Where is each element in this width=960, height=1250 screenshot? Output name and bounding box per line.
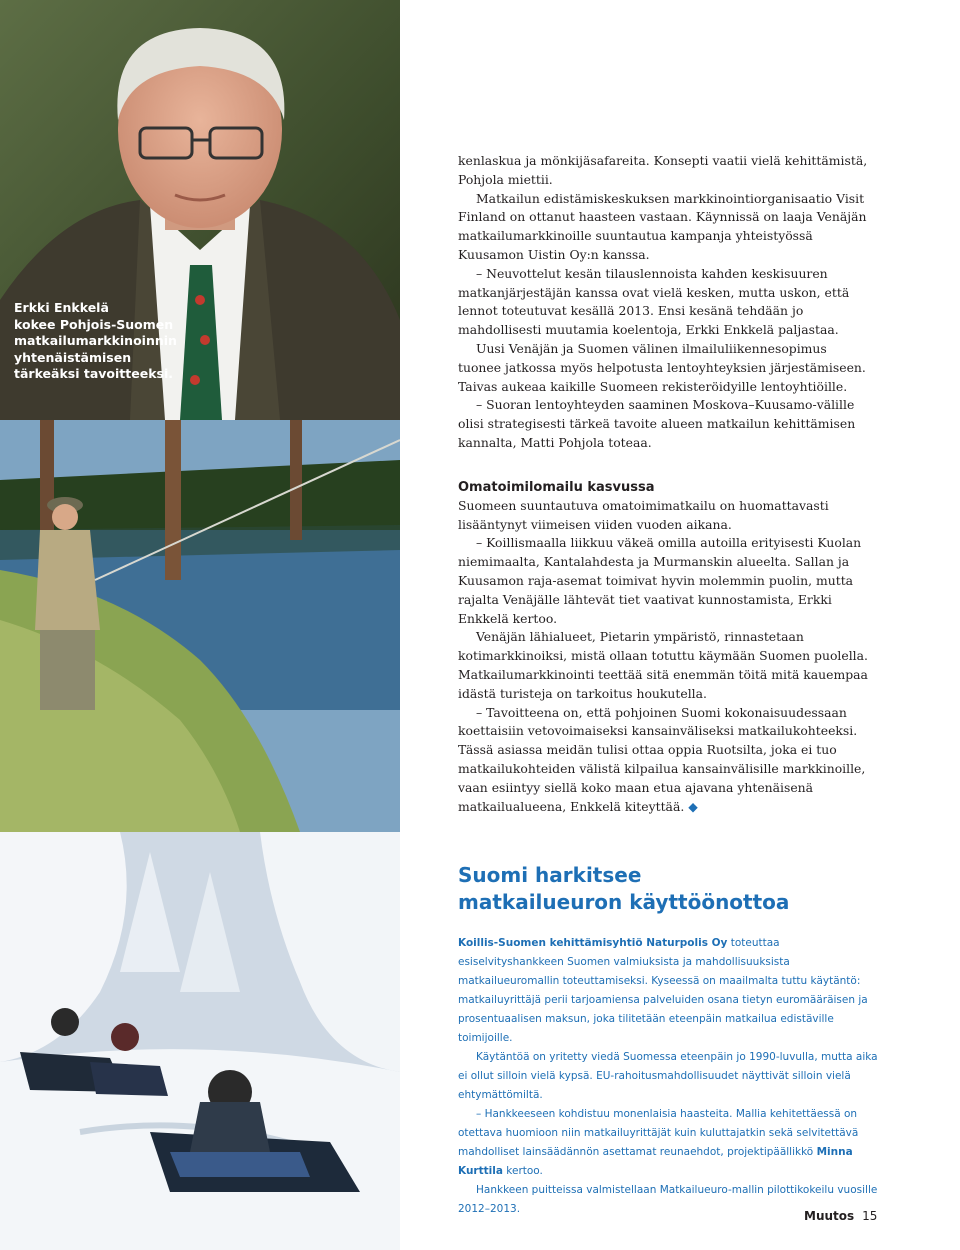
portrait-photo bbox=[0, 0, 400, 420]
person-name: Minna Kurttila bbox=[458, 1146, 853, 1177]
article-paragraph: – Suoran lentoyhteyden saaminen Moskova–Kuusamo-välille olisi strategisesti tärkeä tavoite alueen matkailun kehittämisen kannalta, Matti Pohjola toteaa. bbox=[458, 397, 856, 450]
article-subheading: Omatoimilomailu kasvussa bbox=[458, 479, 655, 495]
page-number: 15 bbox=[862, 1209, 878, 1223]
snowmobile-photo bbox=[0, 832, 400, 1250]
article-paragraph: – Neuvottelut kesän tilauslennoista kahden keskisuuren matkanjärjestäjän kanssa ovat vielä kesken, mutta uskon, että lennot toteutuvat kesällä 2013. Ensi kesänä tehdään jo mahdollisesti muutamia koelentoja, Erkki Enkkelä paljastaa. bbox=[458, 265, 850, 338]
article-paragraph: – Koillismaalla liikkuu väkeä omilla autoilla erityisesti Kuolan niemimaalta, Kantalahdesta ja Murmanskin alueelta. Sallan ja Kuusamon raja-asemat toimivat hyvin molemmin puolin, mutta rajalta Venäjälle lähtevät tiet vaativat kunnostamista, Erkki Enkkelä kertoo. bbox=[458, 535, 862, 626]
article-paragraph: Venäjän lähialueet, Pietarin ympäristö, rinnastetaan kotimarkkinoiksi, mistä ollaan totuttu käymään Suomen puolella. Matkailumarkkinointi teettää sitä enemmän töitä mitä kauempaa idästä turisteja on tarkoitus houkutella. bbox=[458, 629, 868, 701]
sidebar-paragraph bbox=[458, 1105, 878, 1181]
sidebar-paragraph bbox=[458, 934, 878, 1048]
sidebar-title bbox=[458, 862, 878, 916]
article-paragraph: Matkailun edistämiskeskuksen markkinointiorganisaatio Visit Finland on ottanut haasteen vastaan. Käynnissä on laaja Venäjän matkailumarkkinoille suuntautua kampanja yhteistyössä Kuusamon Uistin Oy:n kanssa. bbox=[458, 190, 867, 262]
sidebar-title-line: Suomi harkitsee bbox=[458, 863, 642, 887]
sidebar-title-line: matkailueuron käyttöönottoa bbox=[458, 890, 790, 914]
sidebar-paragraph: Hankkeen puitteissa valmistellaan Matkailueuro-mallin pilottikokeilu vuosille 2012–2013. bbox=[458, 1184, 878, 1215]
sidebar-box bbox=[458, 862, 878, 1219]
page-footer bbox=[804, 1209, 877, 1223]
article-paragraph-text: – Tavoitteena on, että pohjoinen Suomi kokonaisuudessaan koettaisiin vetovoimaiseksi kansainväliseksi matkailukohteeksi. Tässä asiassa meidän tulisi ottaa oppia Ruotsilta, joka ei tuo matkailukohteiden välistä kilpailua kansainvälisille markkinoille, vaan esiintyy siellä koko maan etua ajavana yhtenäisenä matkailualueena, Enkkelä kiteyttää. bbox=[458, 704, 866, 814]
fishing-photo bbox=[0, 420, 400, 832]
photo-caption bbox=[14, 300, 177, 383]
sidebar-text: toteuttaa esiselvityshankkeen Suomen valmiuksista ja mahdollisuuksista matkailueuromallin toteuttamiseksi. Kyseessä on maailmalta tuttu käytäntö: matkailuyrittäjä perii tarjoamiensa palveluiden osana tietyn euromääräisen ja prosentuaalisen maksun, joka tilitetään eteenpäin matkailua edistäville toimijoille. bbox=[458, 937, 868, 1044]
sidebar-paragraph: Käytäntöä on yritetty viedä Suomessa eteenpäin jo 1990-luvulla, mutta aika ei ollut silloin vielä kypsä. EU-rahoitusmahdollisuudet näyttivät silloin vielä ehtymättömiltä. bbox=[458, 1051, 878, 1101]
caption-line: kokee Pohjois-Suomen bbox=[14, 316, 174, 332]
end-mark-icon: ◆ bbox=[688, 798, 698, 814]
article-paragraph: kenlaskua ja mönkijäsafareita. Konsepti vaatii vielä kehittämistä, Pohjola miettii. bbox=[458, 153, 868, 187]
caption-line: tärkeäksi tavoitteeksi. bbox=[14, 366, 173, 381]
article-paragraph: Suomeen suuntautuva omatoimimatkailu on huomattavasti lisääntynyt viimeisen viiden vuoden aikana. bbox=[458, 497, 829, 532]
caption-line: Erkki Enkkelä bbox=[14, 300, 109, 315]
magazine-name: Muutos bbox=[804, 1209, 855, 1223]
company-name: Koillis-Suomen kehittämisyhtiö Naturpolis Oy bbox=[458, 937, 728, 949]
article-paragraph: Uusi Venäjän ja Suomen välinen ilmailuliikennesopimus tuonee jatkossa myös helpotusta lentoyhteyksien järjestämiseen. Taivas aukeaa kaikille Suomeen rekisteröidyille lentoyhtiöille. bbox=[458, 340, 866, 394]
caption-line: yhtenäistämisen bbox=[14, 349, 132, 365]
caption-line: matkailumarkkinoinnin bbox=[14, 333, 177, 348]
sidebar-text: – Hankkeeseen kohdistuu monenlaisia haasteita. Mallia kehitettäessä on otettava huomioon niin matkailuyrittäjät kuin kuluttajatkin sekä selvitettävä mahdolliset lainsäädännön asettamat reunaehdot, projektipäällikkö bbox=[458, 1108, 859, 1158]
sidebar-text: kertoo. bbox=[502, 1165, 543, 1177]
article-paragraph bbox=[458, 704, 870, 817]
main-article bbox=[458, 152, 870, 816]
